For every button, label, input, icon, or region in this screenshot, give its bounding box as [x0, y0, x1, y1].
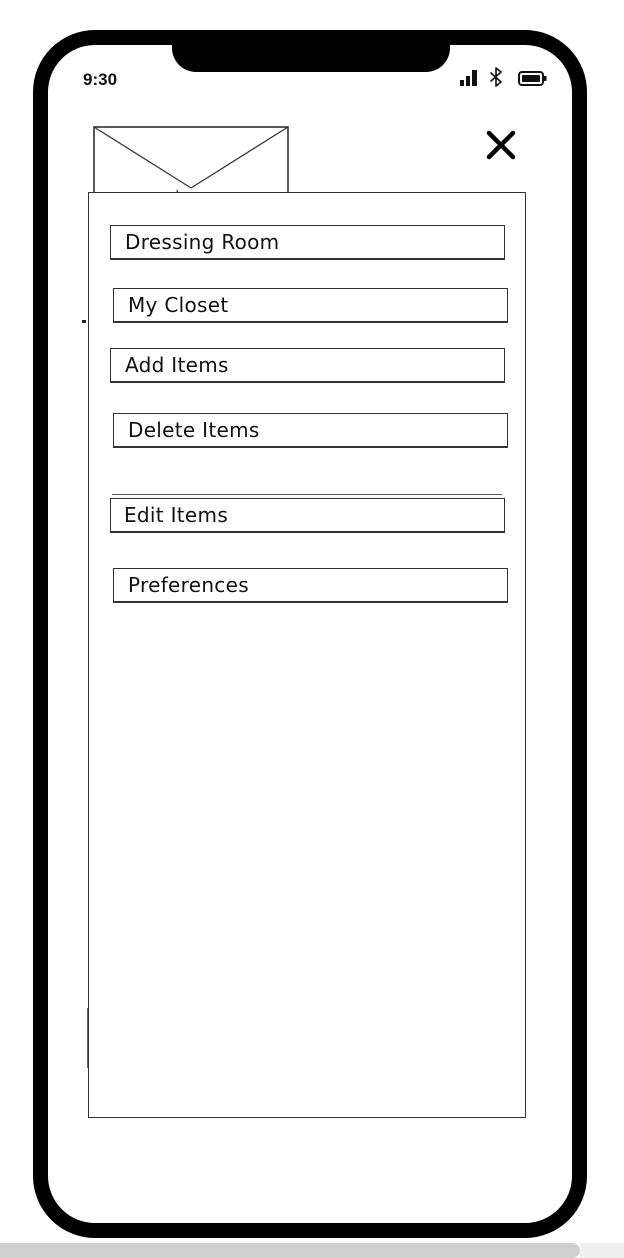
- menu-item-label: My Closet: [128, 293, 229, 317]
- menu-item-dressing-room[interactable]: [110, 225, 505, 260]
- scrollbar-track: [580, 1243, 624, 1258]
- logo-placeholder: [93, 126, 289, 196]
- menu-item-label: Add Items: [125, 353, 229, 377]
- menu-item-label: Delete Items: [128, 418, 260, 442]
- menu-item-delete-items[interactable]: [113, 413, 508, 448]
- battery-icon: [519, 72, 547, 85]
- sketch-mark: [82, 320, 86, 323]
- menu-item-edit-items[interactable]: [110, 498, 505, 533]
- side-menu-panel: [88, 192, 526, 1118]
- phone-notch: [172, 30, 450, 72]
- menu-item-label: Dressing Room: [125, 230, 280, 254]
- menu-item-add-items[interactable]: [110, 348, 505, 383]
- menu-item-label: Preferences: [128, 573, 249, 597]
- status-time: 9:30: [83, 70, 118, 89]
- menu-item-preferences[interactable]: [113, 568, 508, 603]
- sketch-divider: [112, 494, 502, 495]
- signal-icon: [460, 70, 477, 86]
- horizontal-scrollbar[interactable]: [0, 1243, 580, 1258]
- menu-item-label: Edit Items: [124, 503, 229, 527]
- close-icon: [484, 128, 518, 162]
- menu-item-my-closet[interactable]: [113, 288, 508, 323]
- bluetooth-icon: [491, 68, 501, 86]
- close-button[interactable]: [484, 128, 518, 162]
- status-icons: [458, 66, 558, 90]
